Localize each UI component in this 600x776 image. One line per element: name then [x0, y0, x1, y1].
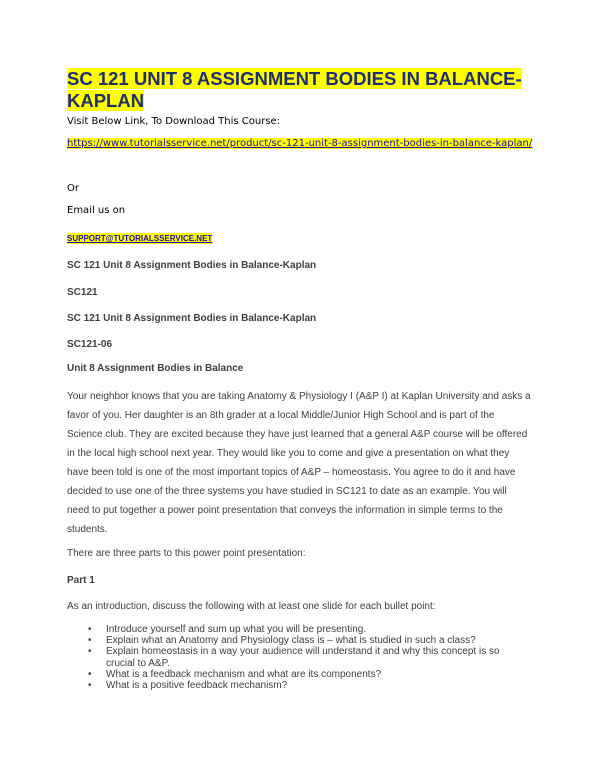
- email-text: Email us on: [67, 205, 126, 216]
- unit-heading: Unit 8 Assignment Bodies in Balance: [67, 363, 244, 374]
- course-link[interactable]: https://www.tutorialsservice.net/product/sc-121-unit-8-assignment-bodies-in-balance-kaplan/: [67, 138, 533, 149]
- list-item: [88, 624, 528, 635]
- bullet-icon: •: [88, 680, 92, 692]
- bullet-icon: •: [88, 646, 92, 658]
- list-item-text: What is a feedback mechanism and what are its components?: [106, 668, 382, 680]
- assignment-paragraph: [67, 387, 537, 539]
- part1-intro: As an introduction, discuss the following with at least one slide for each bullet point:: [67, 601, 436, 612]
- bullet-icon: •: [88, 635, 92, 647]
- list-item-text: Explain homeostasis in a way your audience will understand it and why this concept is so crucial to A&P.: [106, 646, 500, 669]
- paragraph-line: in the local high school next year. They would like you to come and give a presentation on what they: [67, 448, 510, 459]
- list-item-text: Introduce yourself and sum up what you will be presenting.: [106, 624, 367, 635]
- bullet-icon: •: [88, 668, 92, 680]
- bullet-icon: •: [88, 624, 92, 635]
- paragraph-line: need to put together a power point presentation that conveys the information in simple terms to the: [67, 505, 503, 516]
- paragraph-line: decided to use one of the three systems you have studied in SC121 to date as an example. You will: [67, 486, 507, 497]
- or-text: Or: [67, 183, 79, 194]
- parts-intro: There are three parts to this power point presentation:: [67, 548, 306, 559]
- visit-text: Visit Below Link, To Download This Course:: [67, 116, 281, 127]
- title-line-2: KAPLAN: [67, 90, 145, 111]
- title-line-1: SC 121 UNIT 8 ASSIGNMENT BODIES IN BALANCE-: [67, 68, 522, 89]
- paragraph-line: favor of you. Her daughter is an 8th grader at a local Middle/Junior High School and is part of the: [67, 410, 495, 421]
- bullet-list: [88, 624, 528, 691]
- heading-2: SC 121 Unit 8 Assignment Bodies in Balance-Kaplan: [67, 313, 317, 324]
- course-code-2: SC121-06: [67, 339, 113, 350]
- document-title: [67, 68, 537, 112]
- list-item: [88, 669, 528, 680]
- paragraph-line: have been told is one of the most important topics of A&P – homeostasis. You agree to do it and have: [67, 467, 516, 478]
- heading-1: SC 121 Unit 8 Assignment Bodies in Balance-Kaplan: [67, 260, 317, 271]
- list-item: [88, 646, 528, 668]
- support-email-link[interactable]: SUPPORT@TUTORIALSSERVICE.NET: [67, 234, 213, 243]
- part1-heading: Part 1: [67, 575, 95, 586]
- list-item-text: Explain what an Anatomy and Physiology class is – what is studied in such a class?: [106, 635, 476, 647]
- paragraph-line: Your neighbor knows that you are taking Anatomy & Physiology I (A&P I) at Kaplan University and asks a: [67, 391, 531, 402]
- course-code-1: SC121: [67, 287, 98, 298]
- list-item: [88, 635, 528, 646]
- list-item: [88, 680, 528, 691]
- paragraph-line: students.: [67, 524, 108, 535]
- paragraph-line: Science club. They are excited because they have just learned that a general A&P course will be offered: [67, 429, 528, 440]
- list-item-text: What is a positive feedback mechanism?: [106, 680, 288, 692]
